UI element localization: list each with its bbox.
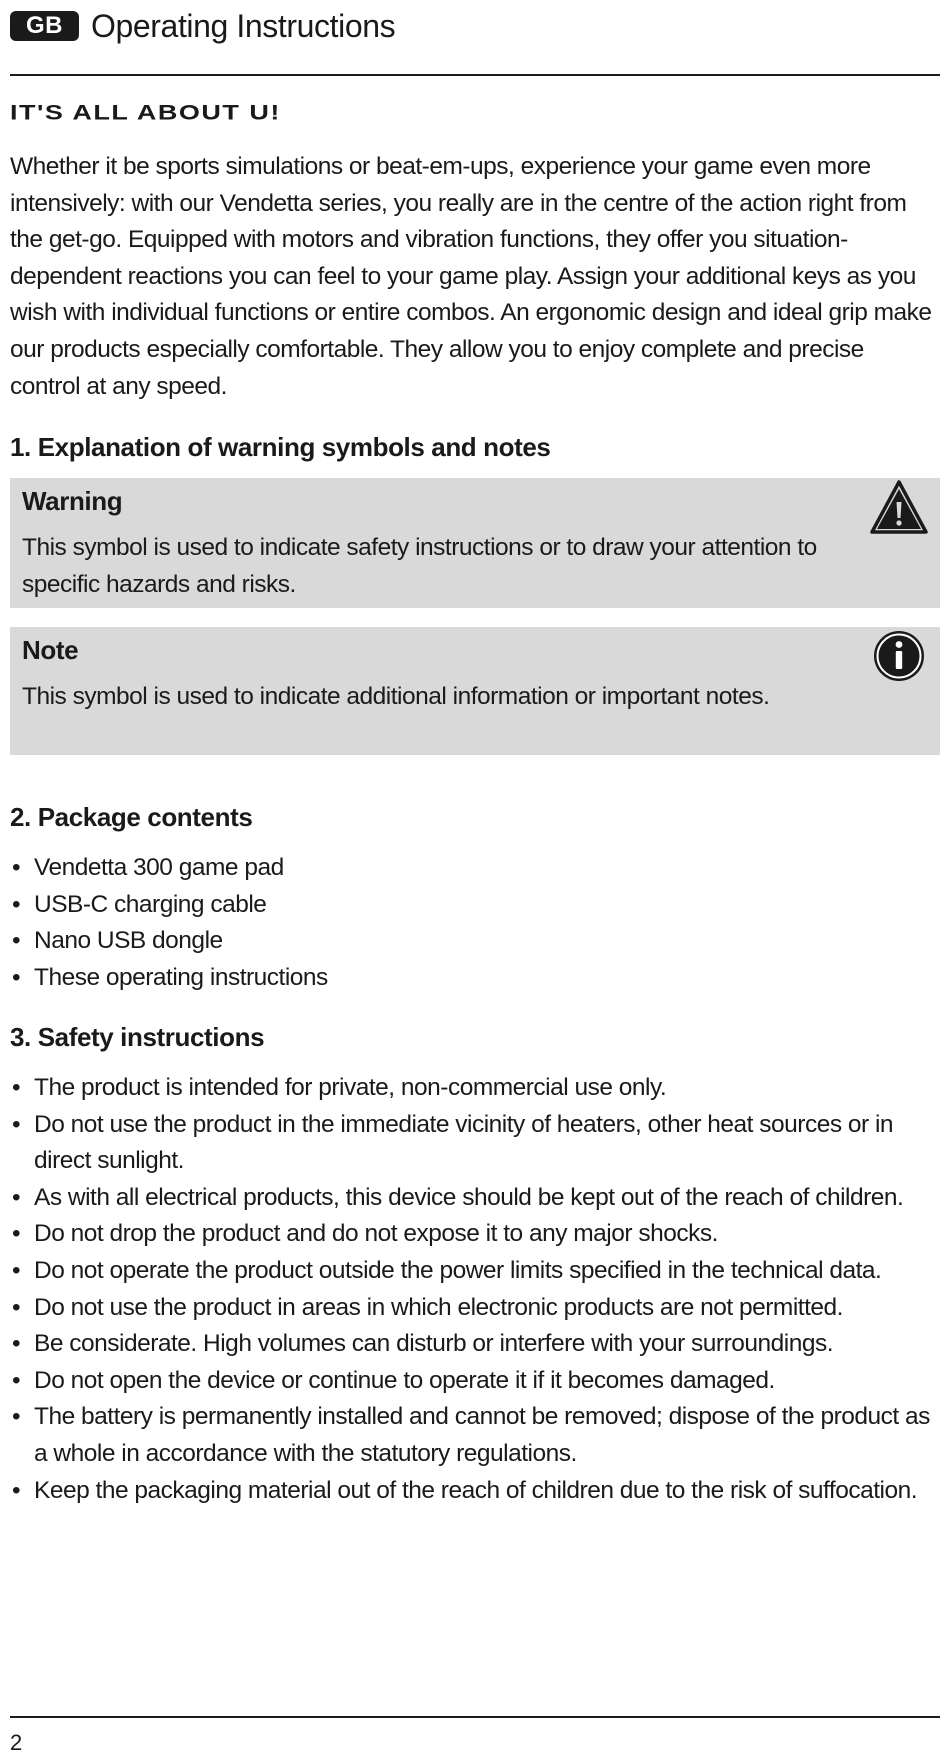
warning-title: Warning <box>22 486 123 516</box>
header-divider <box>10 74 940 76</box>
warning-box <box>10 478 940 608</box>
list-item: • Do not use the product in the immediate vicinity of heaters, other heat sources or in direct sunlight. <box>10 1107 940 1180</box>
list-item: • Do not drop the product and do not expose it to any major shocks. <box>10 1216 940 1253</box>
warning-text: This symbol is used to indicate safety instructions or to draw your attention to specific hazards and risks. <box>22 534 817 598</box>
package-contents-list <box>10 850 940 996</box>
intro-paragraph: Whether it be sports simulations or beat-em-ups, experience your game even more intensively: with our Vendetta series, you really are in the centre of the action right from the get-go. Equipped with motors and vibration functions, they offer you situation-dependent reactions you can feel to your game play. Assign your additional keys as you wish with individual functions or entire combos. An ergonomic design and ideal grip make our products especially comfortable. They allow you to enjoy complete and precise control at any speed. <box>10 153 932 400</box>
list-item: • Vendetta 300 game pad <box>10 850 940 887</box>
page-number: 2 <box>10 1730 23 1755</box>
list-item: • As with all electrical products, this device should be kept out of the reach of children. <box>10 1180 940 1217</box>
list-item: • Do not use the product in areas in which electronic products are not permitted. <box>10 1290 940 1327</box>
list-item: • Keep the packaging material out of the reach of children due to the risk of suffocation. <box>10 1473 940 1510</box>
slogan-heading: IT'S ALL ABOUT U! <box>10 101 281 125</box>
language-badge: GB <box>10 11 79 41</box>
section-heading-safety: 3. Safety instructions <box>10 1022 265 1052</box>
list-item: • Do not operate the product outside the power limits specified in the technical data. <box>10 1253 940 1290</box>
warning-triangle-icon <box>868 478 930 540</box>
list-item: • Be considerate. High volumes can disturb or interfere with your surroundings. <box>10 1326 940 1363</box>
list-item: • Do not open the device or continue to operate it if it becomes damaged. <box>10 1363 940 1400</box>
section-heading-symbols: 1. Explanation of warning symbols and notes <box>10 432 551 462</box>
note-box <box>10 627 940 755</box>
note-text: This symbol is used to indicate additional information or important notes. <box>22 683 770 710</box>
list-item: • These operating instructions <box>10 960 940 997</box>
list-item: • The product is intended for private, non-commercial use only. <box>10 1070 940 1107</box>
document-title: Operating Instructions <box>91 7 396 44</box>
page-header <box>10 6 395 46</box>
info-icon <box>868 627 930 689</box>
section-heading-package: 2. Package contents <box>10 802 253 832</box>
note-title: Note <box>22 635 79 665</box>
safety-instructions-list <box>10 1070 940 1509</box>
list-item: • Nano USB dongle <box>10 923 940 960</box>
list-item: • The battery is permanently installed and cannot be removed; dispose of the product as a whole in accordance with the statutory regulations. <box>10 1399 940 1472</box>
footer-divider <box>10 1716 940 1718</box>
list-item: • USB-C charging cable <box>10 887 940 924</box>
